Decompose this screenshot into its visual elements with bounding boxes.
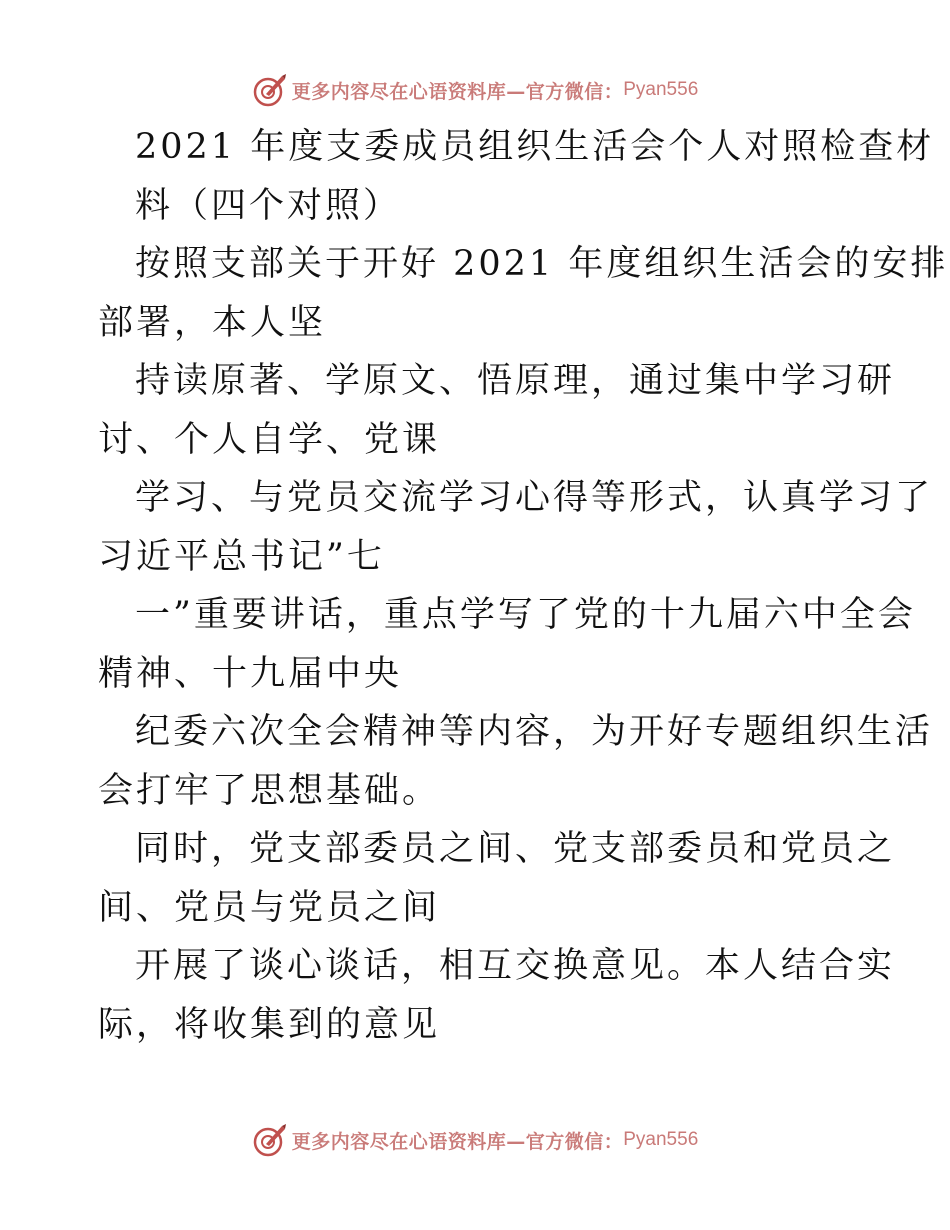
text-line: 学习、与党员交流学习心得等形式，认真学习了 [135,478,934,518]
quill-logo-icon [252,1122,288,1158]
footer-watermark [0,1120,950,1160]
watermark-handle: Pyan556 [623,1129,699,1150]
text-line: 习近平总书记”七 [98,536,385,577]
watermark-text: 更多内容尽在心语资料库—官方微信： [291,80,624,103]
document-body [98,118,949,1054]
watermark-text: 更多内容尽在心语资料库—官方微信： [291,1130,624,1153]
text-line: 际，将收集到的意见 [98,1004,441,1045]
text-line: 2021 年度支委成员组织生活会个人对照检查材 [135,127,935,167]
header-watermark [0,70,950,110]
text-line: 讨、个人自学、党课 [98,419,441,460]
text-line: 纪委六次全会精神等内容，为开好专题组织生活 [135,712,934,752]
text-line: 会打牢了思想基础。 [98,770,441,811]
text-line: 部署，本人坚 [98,302,327,343]
text-line: 料（四个对照） [135,185,402,226]
text-line: 一”重要讲话，重点学写了党的十九届六中全会 [135,595,916,635]
text-line: 开展了谈心谈话，相互交换意见。本人结合实 [135,946,896,986]
text-line: 按照支部关于开好 2021 年度组织生活会的安排 [135,244,949,284]
quill-logo-icon [252,72,288,108]
watermark-handle: Pyan556 [623,79,699,100]
text-line: 间、党员与党员之间 [98,887,441,928]
text-line: 同时，党支部委员之间、党支部委员和党员之 [135,829,896,869]
text-line: 精神、十九届中央 [98,653,403,694]
text-line: 持读原著、学原文、悟原理，通过集中学习研 [135,361,896,401]
